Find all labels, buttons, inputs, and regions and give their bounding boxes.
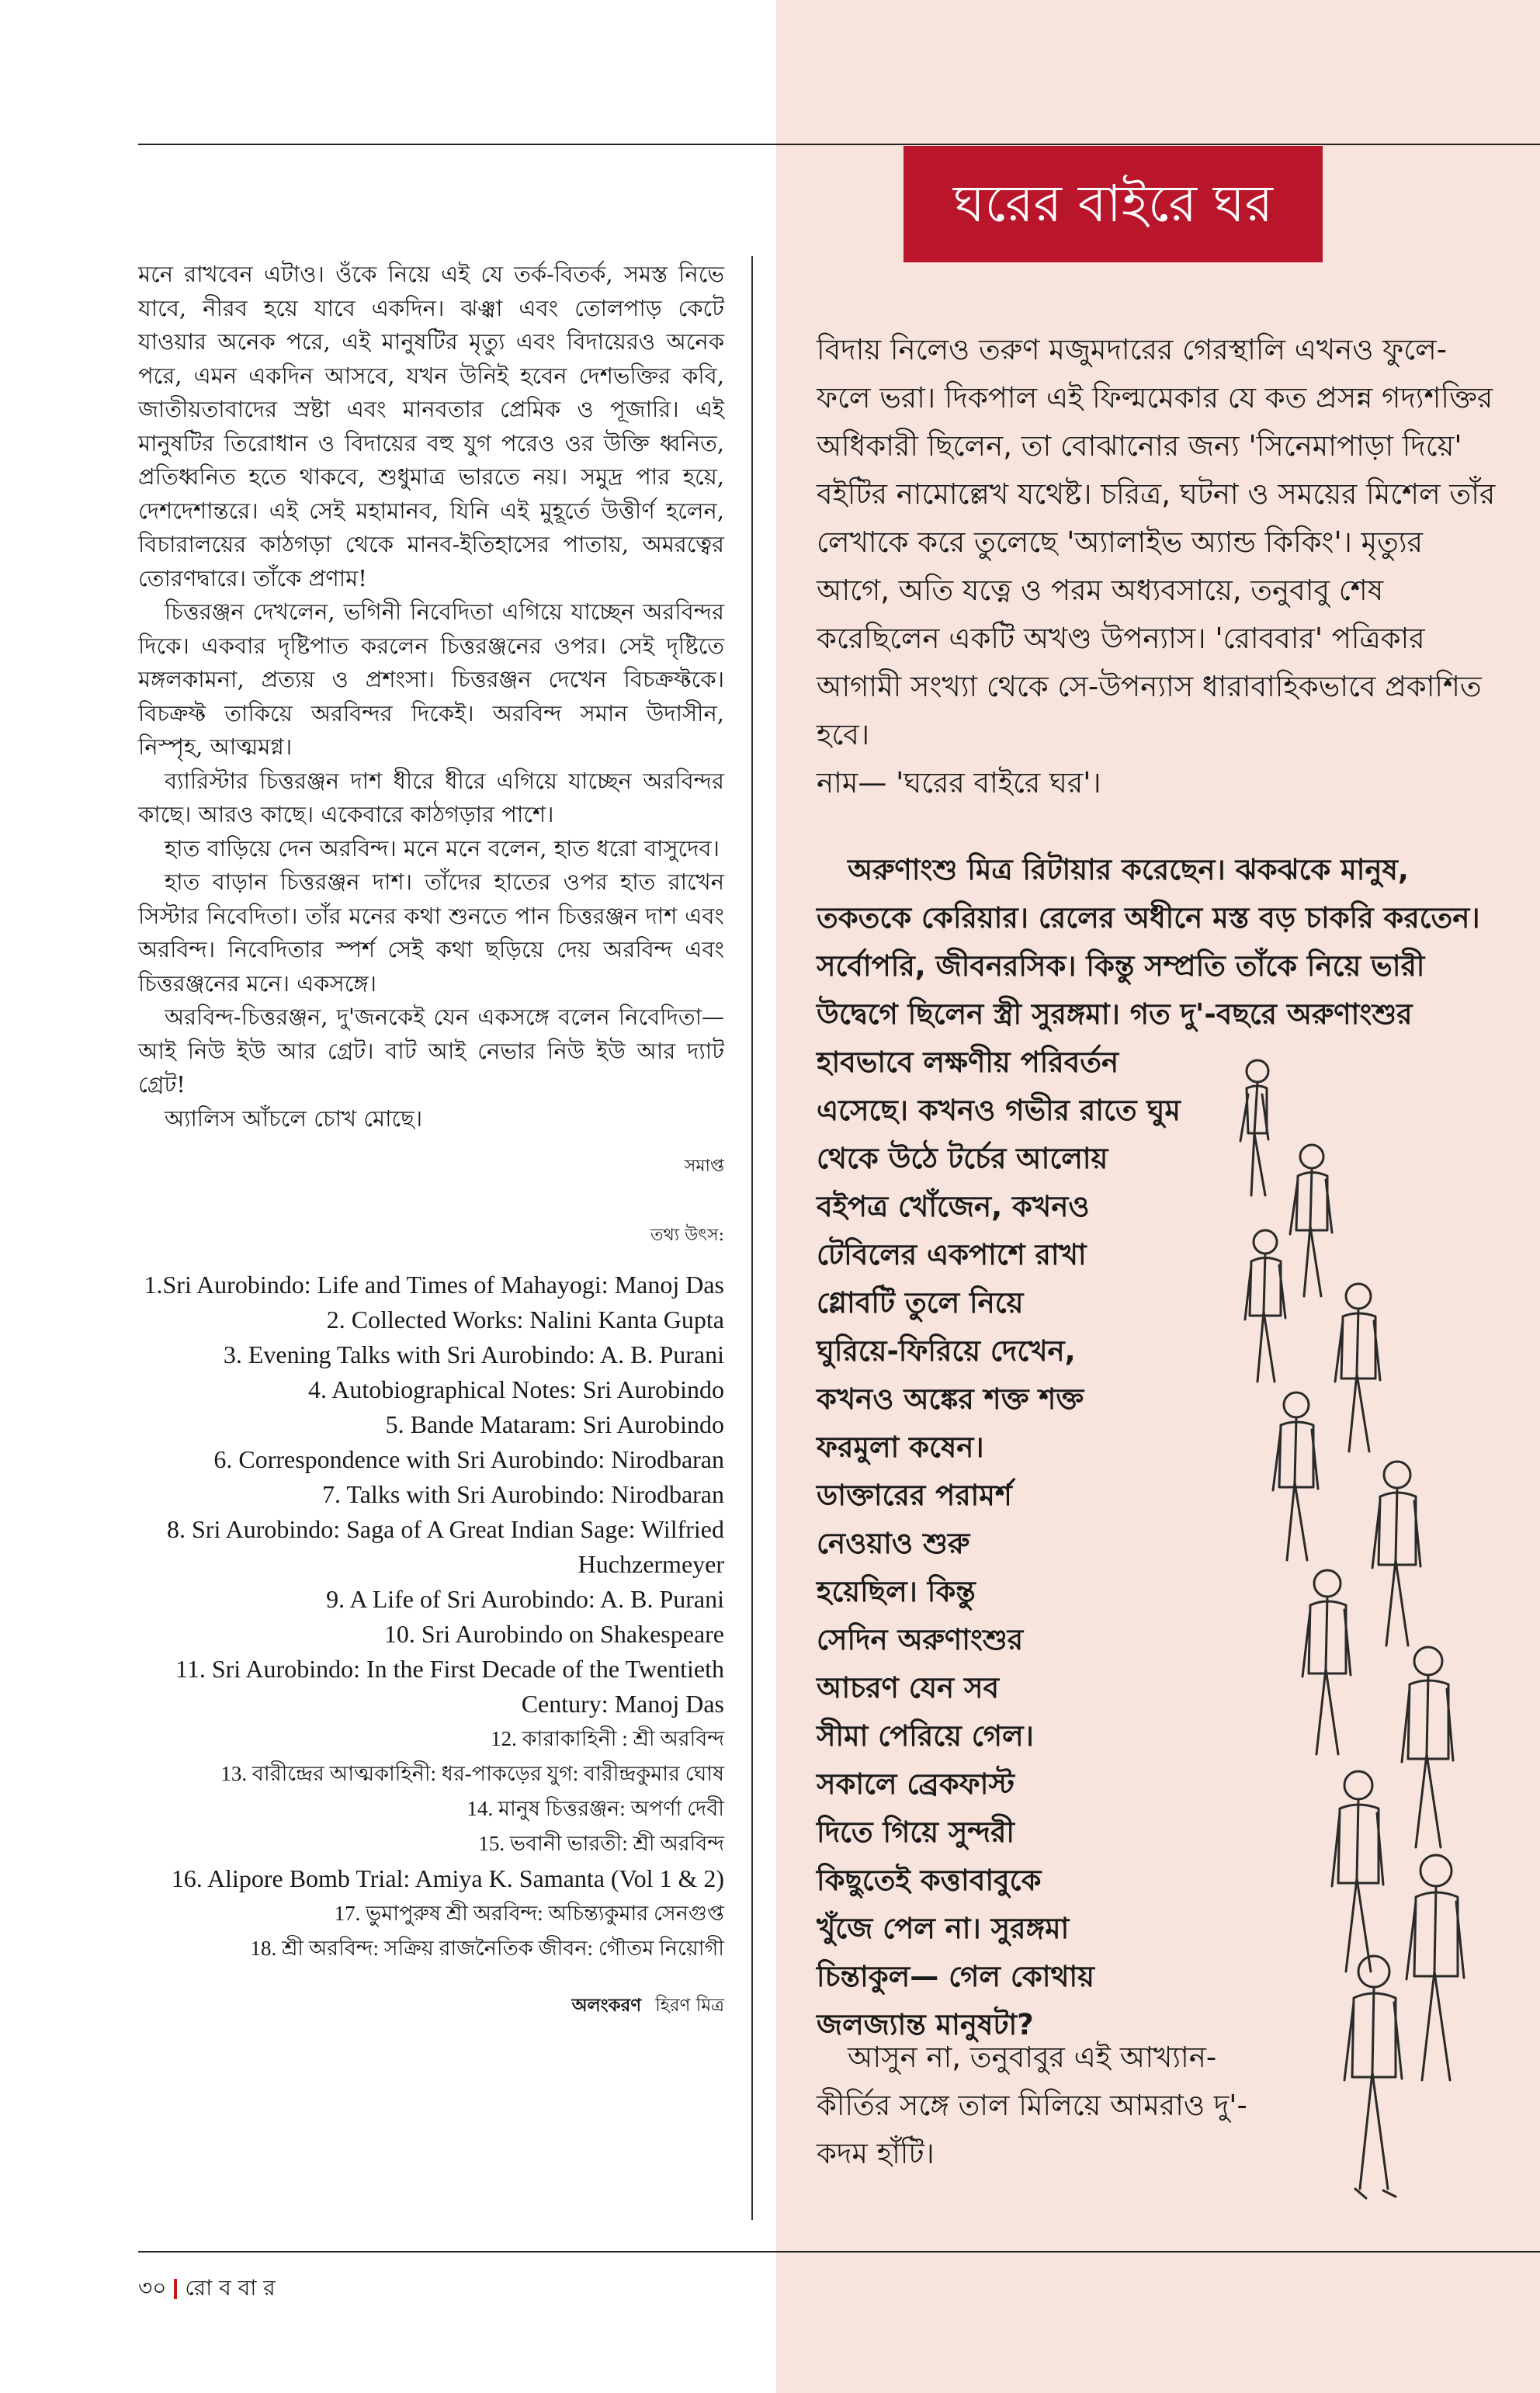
teaser-line: টেবিলের একপাশে রাখা [817,1238,1087,1271]
source-item: 18. শ্রী অরবিন্দ: সক্রিয় রাজনৈতিক জীবন: গৌতম নিয়োগী [250,1937,724,1960]
teaser-line: ডাক্তারের পরামর্শ [817,1479,1012,1512]
figure-11 [1344,1956,1402,2198]
source-item: 4. Autobiographical Notes: Sri Aurobindo [308,1375,724,1403]
teaser-line: গ্লোবটি তুলে নিয়ে [817,1286,1024,1320]
story-paragraph: মনে রাখবেন এটাও। ওঁকে নিয়ে এই যে তর্ক-বিতর্ক, সমস্ত নিভে যাবে, নীরব হয়ে যাবে একদিন। ঝঞ্ঝা এবং তোলপাড় কেটে যাওয়ার অনেক পরে, এই মানুষটির মৃত্যু এবং বিদায়েরও অনেক পরে, এমন একদিন আসবে, যখন উনিই হবেন দেশভক্তির কবি, জাতীয়তাবাদের স্রষ্টা এবং মানবতার প্রেমিক ও পূজারি। এই মানুষটির তিরোধান ও বিদায়ের বহু যুগ পরেও ওর উক্তি ধ্বনিত, প্রতিধ্বনিত হতে থাকবে, শুধুমাত্র ভারতে নয়। সমুদ্র পার হয়ে, দেশদেশান্তরে। এই সেই মহামানব, যিনি এই মুহূর্তে উত্তীর্ণ হলেন, বিচারালয়ের কাঠগড়া থেকে মানব-ইতিহাসের পাতায়, অমরত্বের তোরণদ্বারে। তাঁকে প্রণাম! [138,261,724,591]
teaser-line: থেকে উঠে টর্চের আলোয় [817,1142,1108,1175]
figure-10 [1406,1855,1464,2080]
story-paragraph: ব্যারিস্টার চিত্তরঞ্জন দাশ ধীরে ধীরে এগিয়ে যাচ্ছেন অরবিন্দর কাছে। আরও কাছে। একেবারে কাঠগড়ার পাশে। [138,767,724,827]
footer-separator [174,2279,177,2299]
feature-title-box [904,146,1323,262]
figure-2 [1290,1145,1332,1296]
teaser-line: খুঁজে পেল না। সুরঙ্গমা [817,1912,1070,1945]
feature-outro [817,2034,1282,2178]
figure-4 [1335,1284,1380,1451]
source-item: 11. Sri Aurobindo: In the First Decade of the Twentieth Century: Manoj Das [175,1655,724,1718]
figure-1 [1240,1060,1268,1195]
figure-8 [1402,1647,1453,1847]
teaser-line: এসেছে। কখনও গভীর রাতে ঘুম [817,1094,1181,1127]
feature-intro [817,326,1500,807]
sources-title: তথ্য উৎস: [650,1226,724,1245]
source-item: 1.Sri Aurobindo: Life and Times of Mahayogi: Manoj Das [144,1271,724,1299]
teaser-line: কখনও অঙ্কের শক্ত শক্ত [817,1382,1084,1416]
figure-9 [1332,1771,1383,1972]
figure-7 [1302,1570,1351,1754]
source-item: 7. Talks with Sri Aurobindo: Nirodbaran [321,1480,724,1508]
teaser-line: সকালে ব্রেকফাস্ট [817,1767,1015,1801]
source-item: 8. Sri Aurobindo: Saga of A Great Indian Sage: Wilfried Huchzermeyer [167,1515,724,1578]
source-item: 6. Correspondence with Sri Aurobindo: Nirodbaran [213,1445,724,1473]
source-item: 9. A Life of Sri Aurobindo: A. B. Purani [326,1585,724,1613]
feature-teaser-text: অরুণাংশু মিত্র রিটায়ার করেছেন। ঝকঝকে মানুষ, তকতকে কেরিয়ার। রেলের অধীনে মস্ত বড় চাকরি করতেন। সর্বোপরি, জীবনরসিক। কিন্তু সম্প্রতি তাঁকে নিয়ে ভারী উদ্বেগে ছিলেন স্ত্রী সুরঙ্গমা। গত দু'-বছরে অরুণাংশুর [817,853,1480,1031]
teaser-line: চিন্তাকুল— গেল কোথায় [817,1960,1094,1993]
story-paragraph: অরবিন্দ-চিত্তরঞ্জন, দু'জনকেই যেন একসঙ্গে বলেন নিবেদিতা— আই নিউ ইউ আর গ্রেট। বাট আই নেভার নিউ ইউ আর দ্যাট গ্রেট! [138,1004,724,1098]
page-number: ৩০ [138,2275,167,2301]
teaser-line: ঘুরিয়ে-ফিরিয়ে দেখেন, [817,1334,1076,1368]
teaser-line: হাবভাবে লক্ষণীয় পরিবর্তন [817,1046,1119,1079]
source-item: 3. Evening Talks with Sri Aurobindo: A. B. Purani [223,1340,724,1368]
sources-list [138,1268,724,1966]
story-paragraph: অ্যালিস আঁচলে চোখ মোছে। [165,1105,423,1132]
teaser-line: ফরমুলা কষেন। [817,1431,984,1464]
teaser-line: নেওয়াও শুরু [817,1527,970,1560]
story-column [138,258,724,2021]
source-item: 14. মানুষ চিত্তরঞ্জন: অপর্ণা দেবী [467,1797,724,1820]
source-item: 13. বারীন্দ্রের আত্মকাহিনী: ধর-পাকড়ের যুগ: বারীন্দ্রকুমার ঘোষ [220,1762,724,1785]
source-item: 17. ভুমাপুরুষ শ্রী অরবিন্দ: অচিন্ত্যকুমার সেনগুপ্ত [334,1902,724,1925]
teaser-line: দিতে গিয়ে সুন্দরী [817,1816,1015,1849]
credit-name: হিরণ মিত্র [655,1996,724,2016]
teaser-line: সেদিন অরুণাংশুর [817,1623,1024,1656]
teaser-line: বইপত্র খোঁজেন, কখনও [817,1190,1090,1223]
story-paragraph: চিত্তরঞ্জন দেখলেন, ভগিনী নিবেদিতা এগিয়ে যাচ্ছেন অরবিন্দর দিকে। একবার দৃষ্টিপাত করলেন চিত্তরঞ্জনের ওপর। সেই দৃষ্টিতে মঙ্গলকামনা, প্রত্যয় ও প্রশংসা। চিত্তরঞ্জন দেখেন বিচক্রফ্টকে। বিচক্রফ্ট তাকিয়ে অরবিন্দর দিকেই। অরবিন্দ সমান উদাসীন, নিস্পৃহ, আত্মমগ্ন। [138,598,724,760]
feature-outro-text: আসুন না, তনুবাবুর এই আখ্যান-কীর্তির সঙ্গে তাল মিলিয়ে আমরাও দু'-কদম হাঁটি। [817,2041,1247,2170]
credit-label: অলংকরণ [571,1995,642,2016]
source-item: 16. Alipore Bomb Trial: Amiya K. Samanta (Vol 1 & 2) [171,1864,724,1892]
top-rule [138,144,1540,145]
illustration-credit [138,1991,724,2021]
teaser-line: আচরণ যেন সব [817,1671,1000,1705]
feature-title: ঘরের বাইরে ঘর [953,174,1273,234]
teaser-line: জলজ্যান্ত মানুষটা? [817,2008,1034,2041]
magazine-name: রো ব বা র [185,2275,276,2301]
figure-5 [1273,1392,1318,1560]
feature-intro-text: বিদায় নিলেও তরুণ মজুমদারের গেরস্থালি এখনও ফুলে-ফলে ভরা। দিকপাল এই ফিল্মমেকার যে কত প্রসন্ন গদ্যশক্তির অধিকারী ছিলেন, তা বোঝানোর জন্য 'সিনেমাপাড়া দিয়ে' বইটির নামোল্লেখ যথেষ্ট। চরিত্র, ঘটনা ও সময়ের মিশেল তাঁর লেখাকে করে তুলেছে 'অ্যালাইভ অ্যান্ড কিকিং'। মৃত্যুর আগে, অতি যত্নে ও পরম অধ্যবসায়ে, তনুবাবু শেষ করেছিলেন একটি অখণ্ড উপন্যাস। 'রোববার' পত্রিকার আগামী সংখ্যা থেকে সে-উপন্যাস ধারাবাহিকভাবে প্রকাশিত হবে। [817,333,1496,751]
teaser-line: সীমা পেরিয়ে গেল। [817,1719,1034,1753]
column-divider [751,256,753,2220]
teaser-line: কিছুতেই কত্তাবাবুকে [817,1864,1042,1897]
source-item: 10. Sri Aurobindo on Shakespeare [383,1620,724,1648]
feature-name-line: নাম— 'ঘরের বাইরে ঘর'। [817,766,1101,799]
teaser-line: হয়েছিল। কিন্তু [817,1575,976,1608]
story-paragraph: হাত বাড়িয়ে দেন অরবিন্দ। মনে মনে বলেন, হাত ধরো বাসুদেব। [165,834,720,862]
source-item: 15. ভবানী ভারতী: শ্রী অরবিন্দ [478,1832,724,1855]
page-footer [138,2271,276,2308]
feature-teaser [817,846,1500,1039]
source-item: 12. কারাকাহিনী : শ্রী অরবিন্দ [491,1727,724,1750]
story-end-mark: সমাপ্ত [684,1157,724,1176]
source-item: 2. Collected Works: Nalini Kanta Gupta [326,1306,724,1333]
story-paragraph: হাত বাড়ান চিত্তরঞ্জন দাশ। তাঁদের হাতের ওপর হাত রাখেন সিস্টার নিবেদিতা। তাঁর মনের কথা শুনতে পান চিত্তরঞ্জন দাশ এবং অরবিন্দ। নিবেদিতার স্পর্শ সেই কথা ছড়িয়ে দেয় অরবিন্দ এবং চিত্তরঞ্জনের মনে। একসঙ্গে। [138,869,724,997]
figure-3 [1245,1230,1285,1382]
story-text [138,258,724,1136]
figure-6 [1372,1462,1420,1646]
source-item: 5. Bande Mataram: Sri Aurobindo [385,1410,724,1438]
bottom-rule [138,2251,1540,2253]
